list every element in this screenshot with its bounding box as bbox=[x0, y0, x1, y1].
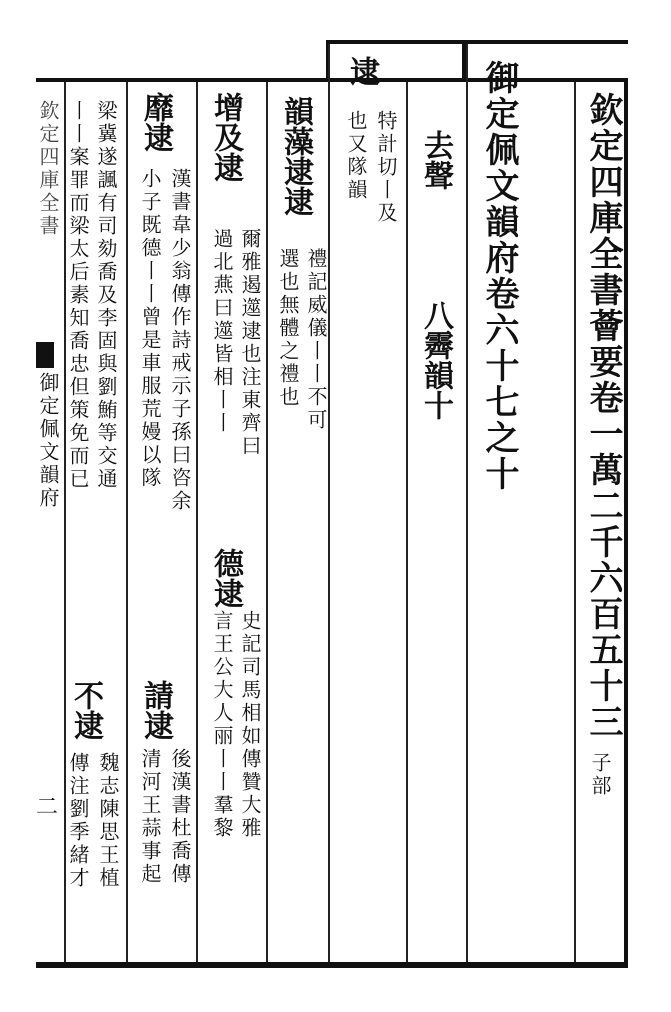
margin-title: 欽定四庫全書 bbox=[36, 100, 60, 238]
margin-book-title: 御定佩文韻府 bbox=[36, 372, 60, 510]
entry-pronunciation: 特計切丨及 bbox=[374, 110, 398, 225]
annotation: 漢書韋少翁傳作詩戒示子孫曰咨余 bbox=[168, 168, 192, 513]
column-rule bbox=[406, 82, 408, 962]
subheading: 德逮 bbox=[208, 548, 243, 608]
page-number: 二 bbox=[36, 795, 59, 820]
frame-top-right bbox=[326, 40, 628, 44]
annotation: 魏志陳思王植 bbox=[96, 752, 120, 890]
annotation: 傳注劉季緒才 bbox=[66, 752, 90, 890]
fishtail-mark bbox=[36, 342, 54, 368]
annotation: 言王公大人丽丨丨羣黎 bbox=[210, 610, 234, 840]
annotation: 史記司馬相如傳贊大雅 bbox=[238, 610, 262, 840]
column-rule bbox=[328, 44, 330, 962]
annotation: 選也無體之禮也 bbox=[276, 248, 300, 409]
rhyme-label: 八霽韻十 bbox=[418, 300, 453, 420]
annotation: 丨丨案罪而梁太后素知喬忠但策免而已 bbox=[66, 100, 90, 491]
annotation: 禮記威儀丨丨不可 bbox=[304, 248, 328, 432]
annotation: 爾雅遏遾逮也注東齊曰 bbox=[238, 228, 262, 458]
book-title: 御定佩文韻府卷六十七之十 bbox=[479, 60, 519, 492]
annotation: 過北燕曰遾皆相丨丨 bbox=[210, 228, 234, 435]
annotation: 小子既德丨丨曾是車服荒嫚以隊 bbox=[138, 168, 162, 490]
subheading: 請逮 bbox=[138, 680, 173, 740]
column-rule bbox=[574, 82, 576, 962]
column-rule bbox=[196, 82, 198, 962]
subheading: 靡逮 bbox=[138, 92, 173, 152]
page-frame bbox=[36, 78, 628, 968]
subheading: 韻藻逮逮 bbox=[278, 96, 313, 216]
entry-definition: 也又隊韻 bbox=[344, 110, 368, 202]
collection-title: 欽定四庫全書薈要卷一萬二千六百五十三 bbox=[583, 92, 623, 740]
tone-label: 去聲 bbox=[418, 130, 453, 190]
column-rule bbox=[126, 82, 128, 962]
subheading: 不逮 bbox=[68, 680, 103, 740]
column-rule bbox=[266, 82, 268, 962]
annotation: 清河王蒜事起 bbox=[138, 748, 162, 886]
section-label: 子部 bbox=[588, 752, 612, 798]
entry-heading: 逮 bbox=[344, 56, 379, 86]
subheading: 增及逮 bbox=[208, 92, 243, 182]
annotation: 後漢書杜喬傳 bbox=[168, 748, 192, 886]
column-rule bbox=[466, 44, 468, 962]
annotation: 梁冀遂諷有司劾喬及李固與劉鮪等交通 bbox=[94, 100, 118, 491]
